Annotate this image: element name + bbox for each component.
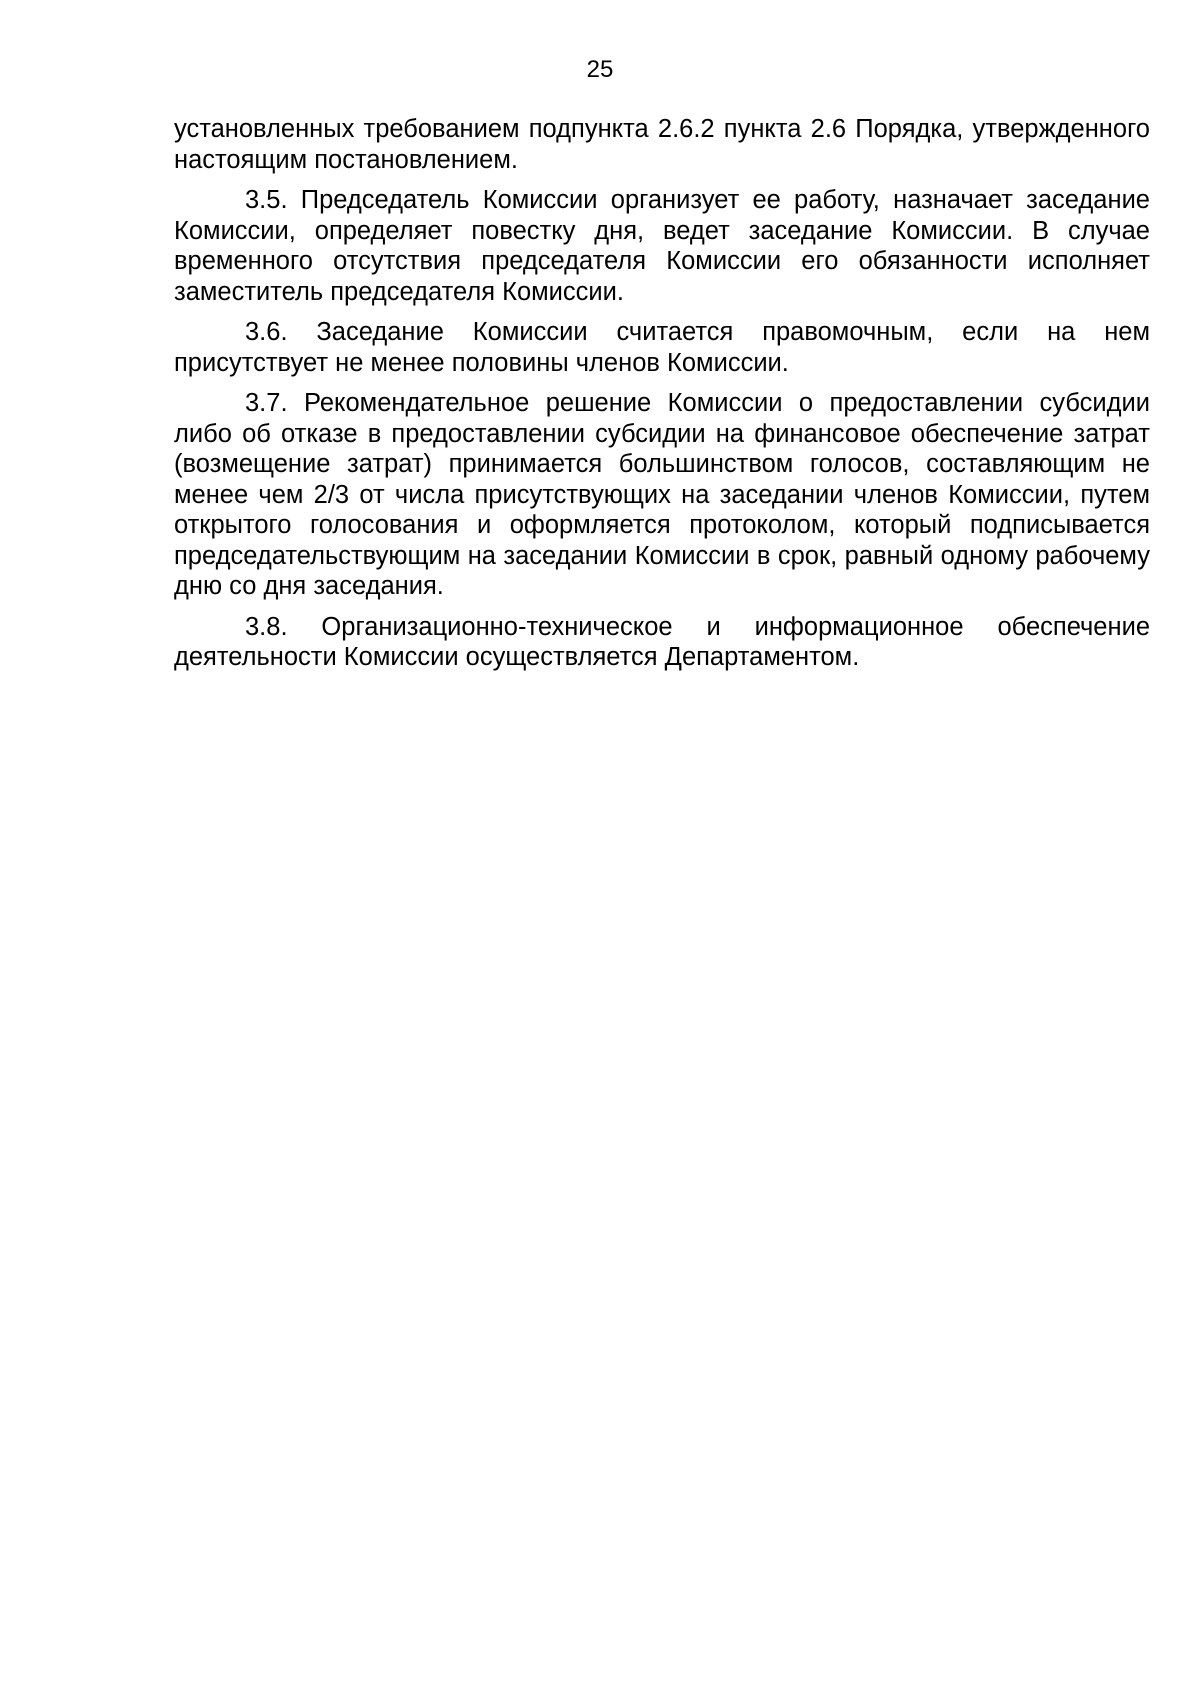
page-number: 25 bbox=[586, 56, 614, 83]
paragraph-3-8: 3.8. Организационно-техническое и информационное обеспечение деятельности Комиссии осуществляется Департаментом. bbox=[174, 612, 1150, 671]
paragraph-3-6: 3.6. Заседание Комиссии считается правомочным, если на нем присутствует не менее половины членов Комиссии. bbox=[174, 318, 1150, 377]
document-body bbox=[174, 114, 1150, 683]
paragraph-3-5: 3.5. Председатель Комиссии организует ее работу, назначает заседание Комиссии, определяет повестку дня, ведет заседание Комиссии. В случае временного отсутствия председателя Комиссии его обязанности исполняет заместитель председателя Комиссии. bbox=[174, 186, 1150, 306]
paragraph-continuation: установленных требованием подпункта 2.6.2 пункта 2.6 Порядка, утвержденного настоящим постановлением. bbox=[174, 115, 1150, 174]
paragraph-3-7: 3.7. Рекомендательное решение Комиссии о предоставлении субсидии либо об отказе в предоставлении субсидии на финансовое обеспечение затрат (возмещение затрат) принимается большинством голосов, составляющим не менее чем 2/3 от числа присутствующих на заседании членов Комиссии, путем открытого голосования и оформляется протоколом, который подписывается председательствующим на заседании Комиссии в срок, равный одному рабочему дню со дня заседания. bbox=[174, 389, 1150, 600]
